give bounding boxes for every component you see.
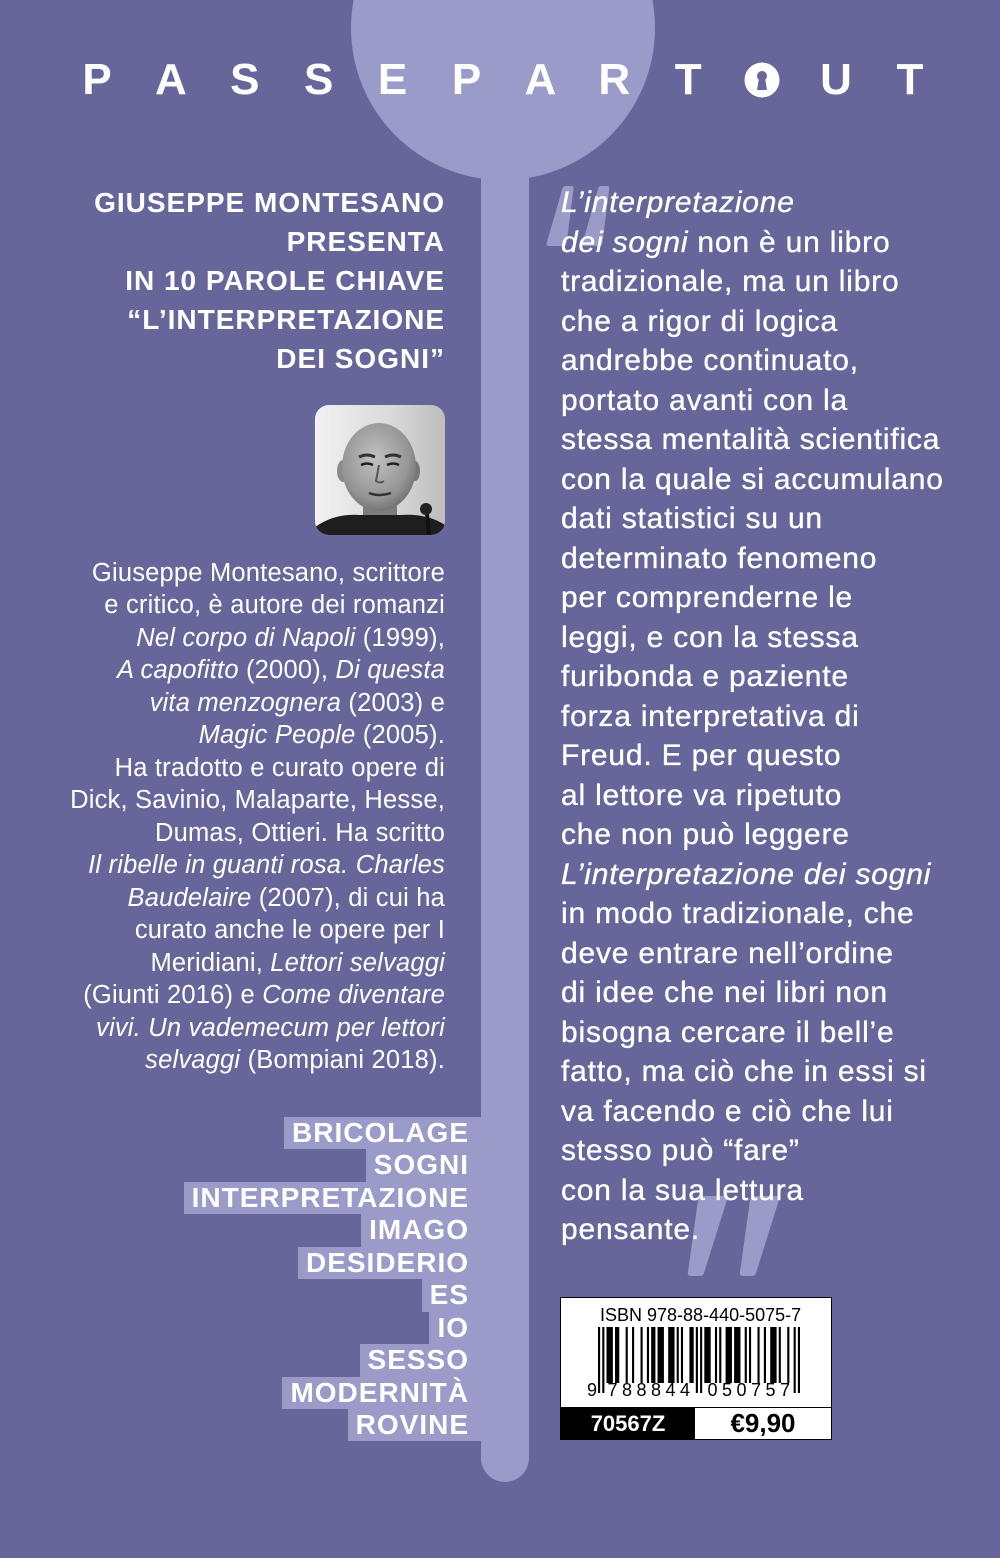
text-run: leggi, e con la stessa (561, 620, 859, 654)
italic-title: Baudelaire (127, 883, 252, 912)
text-run: portato avanti con la (561, 383, 848, 417)
barcode-bar (700, 1327, 702, 1393)
quote-line (561, 1171, 991, 1211)
quote-text (561, 183, 991, 1250)
quote-line (561, 381, 991, 421)
logo-letter: S (304, 55, 334, 104)
text-run: Ha tradotto e curato opere di (114, 753, 445, 782)
quote-line (561, 855, 991, 895)
text-run: (1999), (355, 623, 445, 652)
bio-line (5, 947, 445, 979)
keyword: MODERNITÀ (282, 1377, 482, 1409)
barcode-bar (779, 1327, 781, 1383)
keyhole-icon (732, 58, 792, 102)
logo-letter: U (820, 55, 852, 104)
headline-line: GIUSEPPE MONTESANO (94, 187, 445, 218)
text-run: che non può leggere (561, 818, 850, 851)
headline-line: “L’INTERPRETAZIONE (127, 304, 445, 335)
barcode-digit-first: 9 (586, 1380, 597, 1400)
barcode-bar (704, 1327, 710, 1383)
italic-title: selvaggi (145, 1046, 241, 1075)
barcode-bar (668, 1327, 674, 1383)
quote-line (561, 223, 991, 263)
italic-title: Di questa (335, 656, 445, 685)
text-run: Dick, Savinio, Malaparte, Hesse, (70, 786, 445, 815)
text-run: furibonda e paziente (561, 660, 849, 693)
logo-letter: S (230, 55, 260, 104)
author-portrait (315, 405, 445, 535)
logo-letter: A (524, 55, 557, 104)
keyword: IO (429, 1312, 482, 1344)
keyword: DESIDERIO (298, 1247, 482, 1279)
barcode-digits-right: 050757 (707, 1380, 795, 1400)
barcode-bar (798, 1327, 800, 1393)
series-logo (0, 55, 1000, 104)
text-run: curato anche le opere per I (134, 916, 445, 945)
quote-line (561, 1131, 991, 1171)
barcode-bar (770, 1327, 776, 1383)
italic-title: Magic People (198, 721, 356, 750)
bio-line (5, 589, 445, 621)
text-run: stessa mentalità scientifica (561, 423, 941, 456)
quote-line (561, 1013, 991, 1053)
bio-line (5, 622, 445, 654)
text-run: con la quale si accumulano (561, 462, 944, 496)
logo-letter: E (377, 55, 408, 104)
quote-line (561, 894, 991, 934)
bio-line (5, 784, 445, 816)
keyword: SOGNI (366, 1149, 482, 1181)
barcode-label (560, 1297, 832, 1440)
text-run: andrebbe continuato, (561, 344, 859, 377)
headline-line: PRESENTA (286, 226, 445, 257)
text-run: determinato fenomeno (561, 541, 878, 575)
bio-line (5, 654, 445, 686)
italic-title: L’interpretazione (561, 186, 795, 219)
quote-line (561, 499, 991, 539)
price: €9,90 (730, 1408, 796, 1438)
headline-line: IN 10 PAROLE CHIAVE (125, 265, 445, 296)
bio-line (5, 719, 445, 751)
text-run: tradizionale, ma un libro (561, 265, 900, 298)
text-run: per comprenderne le (561, 581, 854, 614)
barcode-bar (715, 1327, 717, 1383)
quote-line (561, 657, 991, 697)
logo-letter: T (896, 55, 924, 104)
barcode-bar (787, 1327, 789, 1383)
bio-line (5, 882, 445, 914)
barcode-bar (626, 1327, 628, 1383)
logo-letter: P (82, 55, 112, 104)
text-run: Giuseppe Montesano, scrittore (91, 559, 445, 587)
isbn-text: ISBN 978-88-440-5075-7 (600, 1305, 802, 1325)
quote-line (561, 618, 991, 658)
barcode-bar (615, 1327, 619, 1383)
text-run: (2007), di cui ha (251, 883, 445, 912)
barcode-bar (689, 1327, 693, 1383)
quote-line (561, 420, 991, 460)
barcode-bar (749, 1327, 751, 1383)
barcode-bar (658, 1327, 664, 1383)
logo-letter: R (598, 55, 631, 104)
text-run: (Giunti 2016) e (83, 981, 263, 1010)
bio-line (5, 557, 445, 589)
logo-letter: A (155, 55, 187, 104)
headline (25, 183, 445, 378)
quote-line (561, 460, 991, 500)
quote-line (561, 1210, 991, 1250)
text-run: in modo tradizionale, che (561, 897, 915, 930)
quote-line (561, 539, 991, 579)
text-run: deve entrare nell’ordine (561, 936, 894, 970)
barcode-digits-left: 788844 (607, 1380, 695, 1400)
bio-line (5, 849, 445, 881)
barcode-bar (745, 1327, 747, 1383)
quote-line (561, 934, 991, 974)
italic-title: vivi. Un vademecum per lettori (96, 1013, 445, 1042)
barcode-bar (681, 1327, 683, 1383)
text-run: al lettore va ripetuto (561, 778, 843, 812)
barcode-bar (651, 1327, 655, 1383)
barcode-bar (764, 1327, 766, 1383)
price-row (561, 1407, 831, 1439)
keyword: IMAGO (361, 1214, 482, 1246)
author-bio (5, 557, 445, 1077)
barcode-bar (677, 1327, 679, 1383)
bio-line (5, 1044, 445, 1076)
bio-line (5, 979, 445, 1011)
text-run: con la sua lettura (561, 1173, 804, 1207)
quote-line (561, 973, 991, 1013)
barcode-bar (734, 1327, 740, 1383)
key-stem (481, 150, 529, 1482)
bio-line (5, 817, 445, 849)
headline-line: DEI SOGNI” (276, 343, 445, 374)
logo-letter: P (451, 55, 482, 104)
text-run: non è un libro (688, 225, 891, 259)
text-run: fatto, ma ciò che in essi si (561, 1055, 927, 1088)
keyword: INTERPRETAZIONE (184, 1182, 482, 1214)
barcode-bar (719, 1327, 721, 1383)
barcode-bar (607, 1327, 613, 1383)
quote-line (561, 1052, 991, 1092)
text-run: Meridiani, (150, 948, 271, 977)
italic-title: Come diventare (262, 981, 445, 1010)
text-run: (2005). (355, 721, 445, 750)
keyword: BRICOLAGE (284, 1117, 482, 1149)
text-run: forza interpretativa di (561, 699, 860, 733)
text-run: dati statistici su un (561, 502, 823, 535)
text-run: Freud. E per questo (561, 739, 842, 772)
italic-title: dei sogni (561, 225, 689, 259)
text-run: stesso può “fare” (561, 1134, 800, 1167)
keyword: SESSO (360, 1344, 482, 1376)
bio-line (5, 687, 445, 719)
quote-line (561, 302, 991, 342)
quote-line (561, 183, 991, 223)
keyword: ROVINE (348, 1409, 482, 1441)
quote-line (561, 736, 991, 776)
text-run: (2000), (238, 656, 336, 685)
barcode-bar (647, 1327, 649, 1383)
text-run: pensante. (561, 1213, 700, 1246)
text-run: e critico, è autore dei romanzi (104, 591, 445, 620)
keyword-list (184, 1117, 482, 1441)
keyword: ES (422, 1279, 482, 1311)
text-run: Dumas, Ottieri. Ha scritto (154, 818, 445, 847)
barcode-bar (641, 1327, 643, 1383)
quote-line (561, 1092, 991, 1132)
text-run: che a rigor di logica (561, 304, 838, 338)
italic-title: vita menzognera (149, 688, 342, 717)
product-code: 70567Z (561, 1408, 695, 1439)
author-photo (315, 405, 445, 535)
bio-line (5, 914, 445, 946)
quote-line (561, 776, 991, 816)
bio-line (5, 1012, 445, 1044)
text-run: (2003) e (341, 688, 445, 717)
bio-line (5, 752, 445, 784)
text-run: bisogna cercare il bell’e (561, 1015, 895, 1049)
barcode-bar (632, 1327, 634, 1383)
italic-title: Il ribelle in guanti rosa. Charles (88, 851, 445, 880)
italic-title: Lettori selvaggi (270, 948, 445, 977)
quote-line (561, 341, 991, 381)
text-run: di idee che nei libri non (561, 976, 888, 1009)
italic-title: L’interpretazione dei sogni (561, 857, 932, 891)
quote-line (561, 578, 991, 618)
barcode-bar (757, 1327, 759, 1383)
logo-letter: T (674, 55, 702, 104)
italic-title: Nel corpo di Napoli (136, 623, 356, 652)
italic-title: A capofitto (116, 656, 239, 685)
barcode-bar (726, 1327, 732, 1383)
text-run: (Bompiani 2018). (240, 1046, 445, 1075)
quote-line (561, 815, 991, 855)
text-run: va facendo e ciò che lui (561, 1094, 894, 1128)
quote-line (561, 262, 991, 302)
quote-line (561, 697, 991, 737)
